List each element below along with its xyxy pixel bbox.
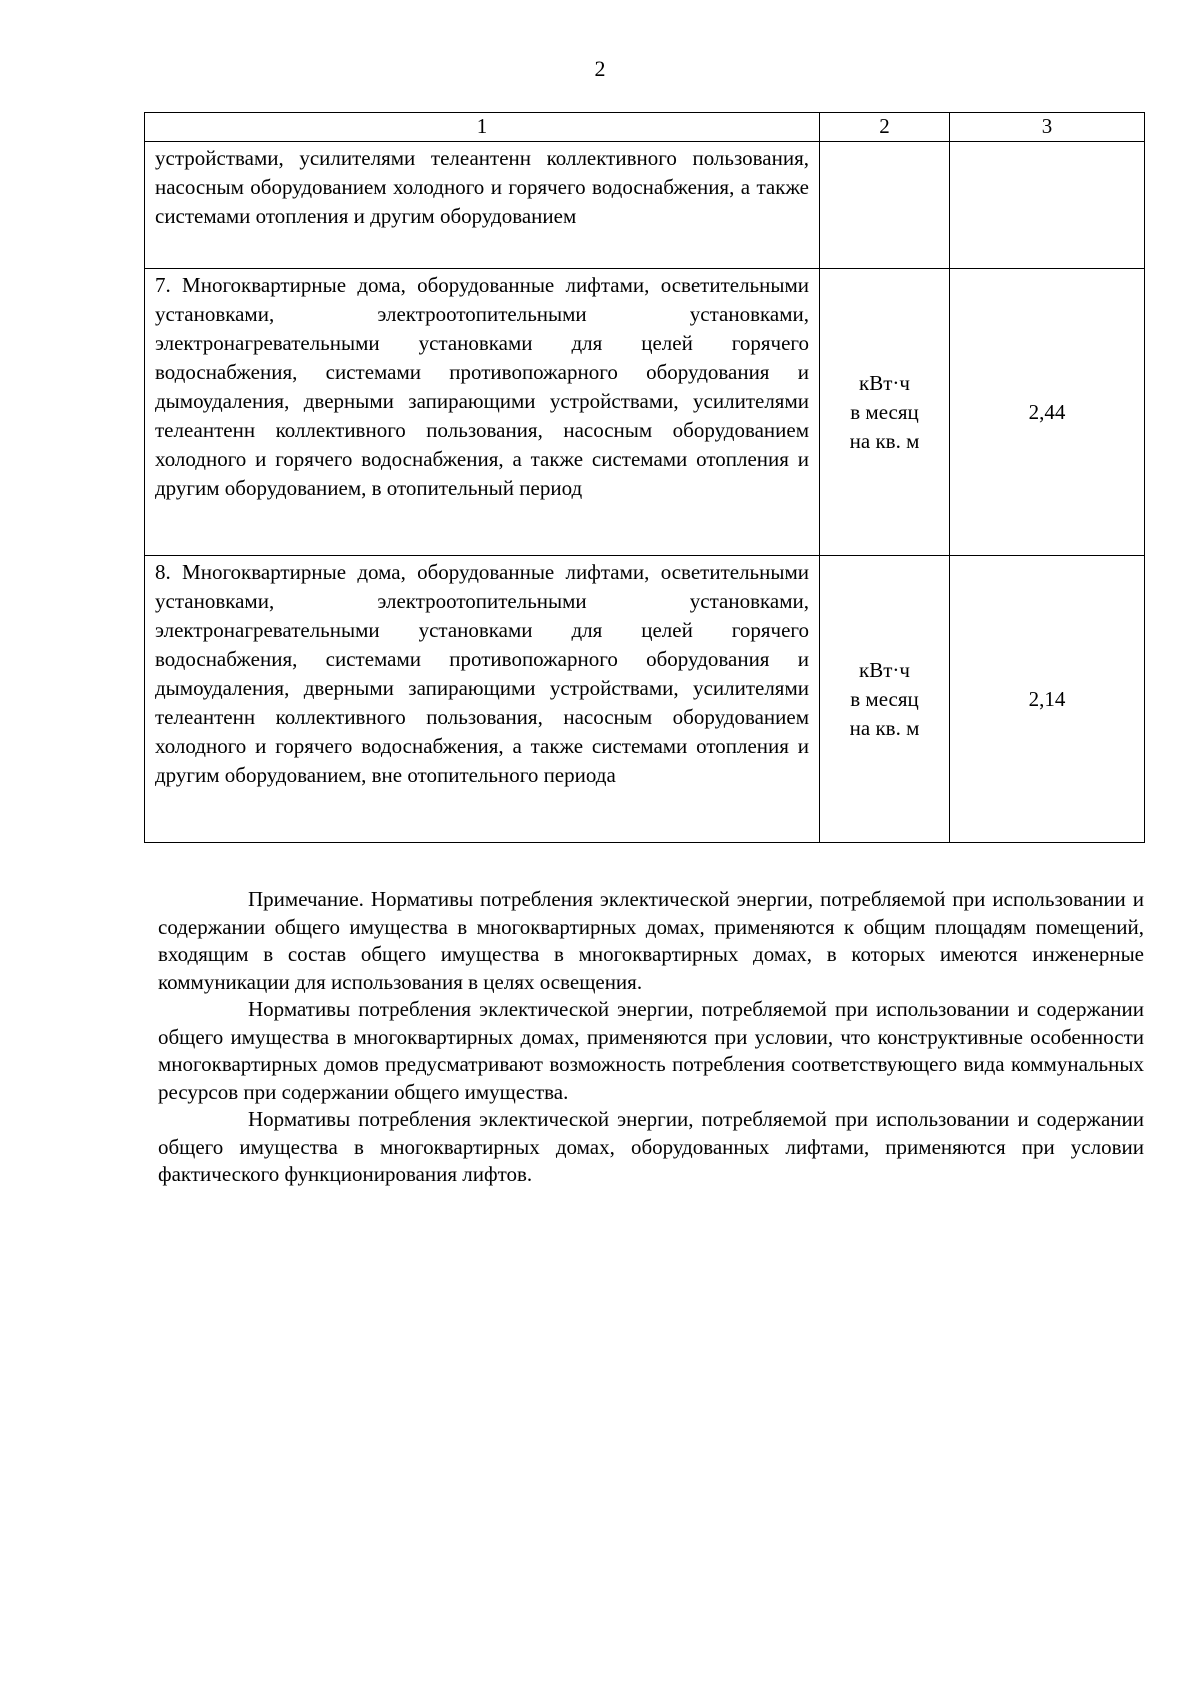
- row-description: устройствами, усилителями телеантенн коллективного пользования, насосным оборудованием холодного и горячего водоснабжения, а также системами отопления и другим оборудованием: [145, 142, 820, 269]
- row-unit: [820, 142, 950, 269]
- column-header-1: 1: [145, 113, 820, 142]
- row-unit: [820, 556, 950, 843]
- row-description: 8. Многоквартирные дома, оборудованные лифтами, осветительными установками, электроотопительными установками, электронагревательными установками для целей горячего водоснабжения, системами противопожарного оборудования и дымоудаления, дверными запирающими устройствами, усилителями телеантенн коллективного пользования, насосным оборудованием холодного и горячего водоснабжения, а также системами отопления и другим оборудованием, вне отопительного периода: [145, 556, 820, 843]
- row-value: [950, 142, 1145, 269]
- row-unit: [820, 269, 950, 556]
- row-value: 2,14: [950, 556, 1145, 843]
- table-row: [145, 556, 1145, 843]
- note-paragraph: Нормативы потребления эклектической энергии, потребляемой при использовании и содержании общего имущества в многоквартирных домах, применяются при условии, что конструктивные особенности многоквартирных домов предусматривают возможность потребления соответствующего вида коммунальных ресурсов при содержании общего имущества.: [158, 997, 1144, 1104]
- unit-line: кВт·ч: [859, 370, 910, 395]
- row-value: 2,44: [950, 269, 1145, 556]
- page-number: 2: [594, 56, 606, 81]
- note-paragraph: Примечание. Нормативы потребления эклектической энергии, потребляемой при использовании и содержании общего имущества в многоквартирных домах, применяются к общим площадям помещений, входящим в состав общего имущества в многоквартирных домах, в которых имеются инженерные коммуникации для использования в целях освещения.: [158, 887, 1144, 994]
- unit-line: кВт·ч: [859, 657, 910, 682]
- table-row: [145, 142, 1145, 269]
- table-header-row: [145, 113, 1145, 142]
- unit-line: на кв. м: [849, 715, 920, 740]
- table-row: [145, 269, 1145, 556]
- unit-line: на кв. м: [849, 428, 920, 453]
- unit-line: в месяц: [850, 686, 919, 711]
- norms-table: [144, 112, 1145, 843]
- unit-line: в месяц: [850, 399, 919, 424]
- column-header-3: 3: [950, 113, 1145, 142]
- note-paragraph: Нормативы потребления эклектической энергии, потребляемой при использовании и содержании общего имущества в многоквартирных домах, оборудованных лифтами, применяются при условии фактического функционирования лифтов.: [158, 1107, 1144, 1186]
- column-header-2: 2: [820, 113, 950, 142]
- notes-section: [158, 886, 1144, 1189]
- row-description: 7. Многоквартирные дома, оборудованные лифтами, осветительными установками, электроотопительными установками, электронагревательными установками для целей горячего водоснабжения, системами противопожарного оборудования и дымоудаления, дверными запирающими устройствами, усилителями телеантенн коллективного пользования, насосным оборудованием холодного и горячего водоснабжения, а также системами отопления и другим оборудованием, в отопительный период: [145, 269, 820, 556]
